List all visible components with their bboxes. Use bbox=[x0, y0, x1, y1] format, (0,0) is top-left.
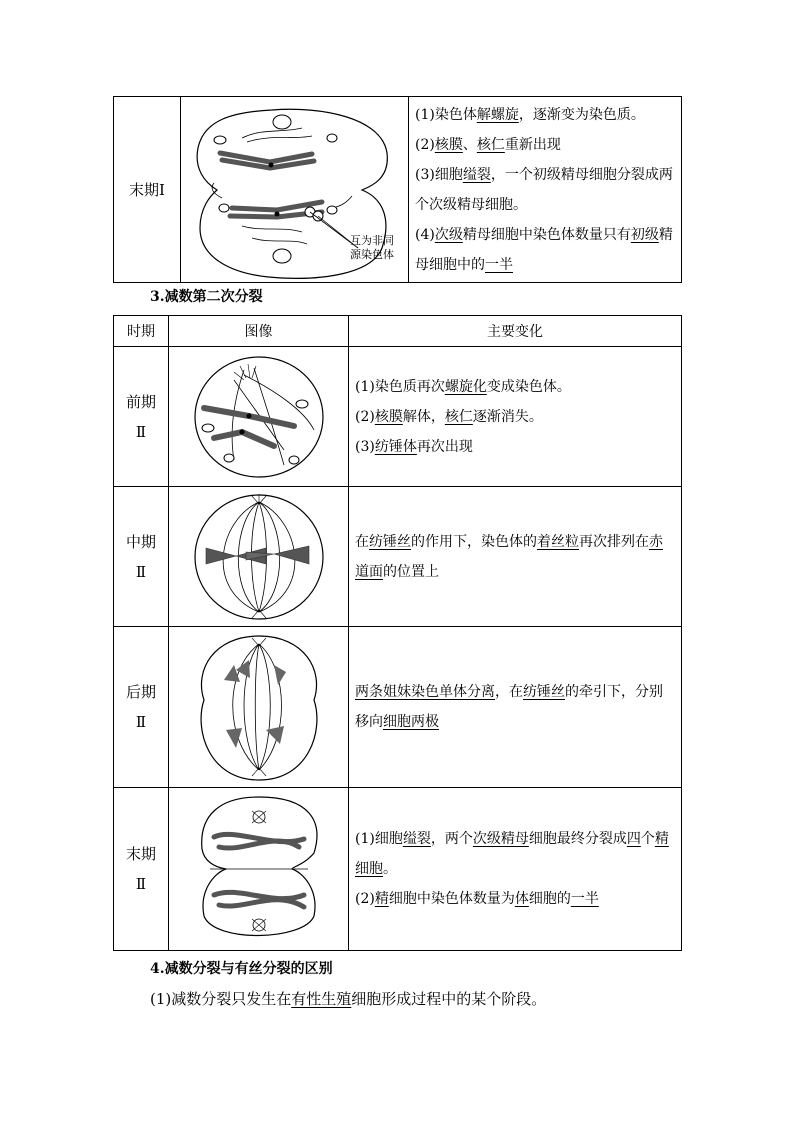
stage-cell-telophase-two: 末期 Ⅱ bbox=[114, 788, 169, 951]
telophase-one-description bbox=[409, 97, 682, 283]
header-changes: 主要变化 bbox=[349, 316, 682, 347]
figure-cell-anaphase-two bbox=[169, 627, 349, 788]
anaphase-two-figure bbox=[174, 630, 344, 785]
section-3-title: 3.减数第二次分裂 bbox=[150, 289, 263, 305]
stage-label: 末期Ⅰ bbox=[129, 180, 165, 199]
figure-cell-telophase-two bbox=[169, 788, 349, 951]
metaphase-two-figure bbox=[174, 490, 344, 624]
telophase-one-table bbox=[113, 96, 682, 283]
telophase-two-description: (1)细胞缢裂，两个次级精母细胞最终分裂成四个精细胞。 (2)精细胞中染色体数量为体细胞的一半 bbox=[349, 788, 682, 951]
stage-cell-metaphase-two: 中期 Ⅱ bbox=[114, 487, 169, 627]
meiosis-two-table bbox=[113, 315, 682, 951]
stage-cell-prophase-two: 前期 Ⅱ bbox=[114, 347, 169, 487]
header-stage: 时期 bbox=[114, 316, 169, 347]
figure-label-2: 源染色体 bbox=[349, 247, 394, 261]
telophase-two-figure bbox=[174, 791, 344, 948]
figure-cell-prophase-two bbox=[169, 347, 349, 487]
prophase-two-figure bbox=[174, 350, 344, 484]
figure-cell-metaphase-two bbox=[169, 487, 349, 627]
stage-cell bbox=[114, 97, 181, 283]
figure-cell bbox=[181, 97, 409, 283]
desc-line-4: (4)次级精母细胞中染色体数量只有初级精母细胞中的一半 bbox=[415, 226, 673, 273]
desc-line-3: (3)细胞缢裂，一个初级精母细胞分裂成两个次级精母细胞。 bbox=[415, 166, 673, 213]
figure-label-1: 互为非同 bbox=[349, 233, 394, 247]
header-figure: 图像 bbox=[169, 316, 349, 347]
prophase-two-description: (1)染色质再次螺旋化变成染色体。 (2)核膜解体，核仁逐渐消失。 (3)纺锤体再次出现 bbox=[349, 347, 682, 487]
desc-line-1: (1)染色体解螺旋，逐渐变为染色质。 bbox=[415, 106, 645, 123]
section-4-paragraph: (1)减数分裂只发生在有性生殖细胞形成过程中的某个阶段。 bbox=[150, 990, 547, 1008]
anaphase-two-description: 两条姐妹染色单体分离，在纺锤丝的牵引下，分别移向细胞两极 bbox=[349, 627, 682, 788]
section-4-title: 4.减数分裂与有丝分裂的区别 bbox=[150, 961, 333, 977]
stage-cell-anaphase-two: 后期 Ⅱ bbox=[114, 627, 169, 788]
desc-line-2: (2)核膜、核仁重新出现 bbox=[415, 136, 561, 153]
metaphase-two-description: 在纺锤丝的作用下，染色体的着丝粒再次排列在赤道面的位置上 bbox=[349, 487, 682, 627]
telophase-one-figure bbox=[182, 98, 408, 282]
